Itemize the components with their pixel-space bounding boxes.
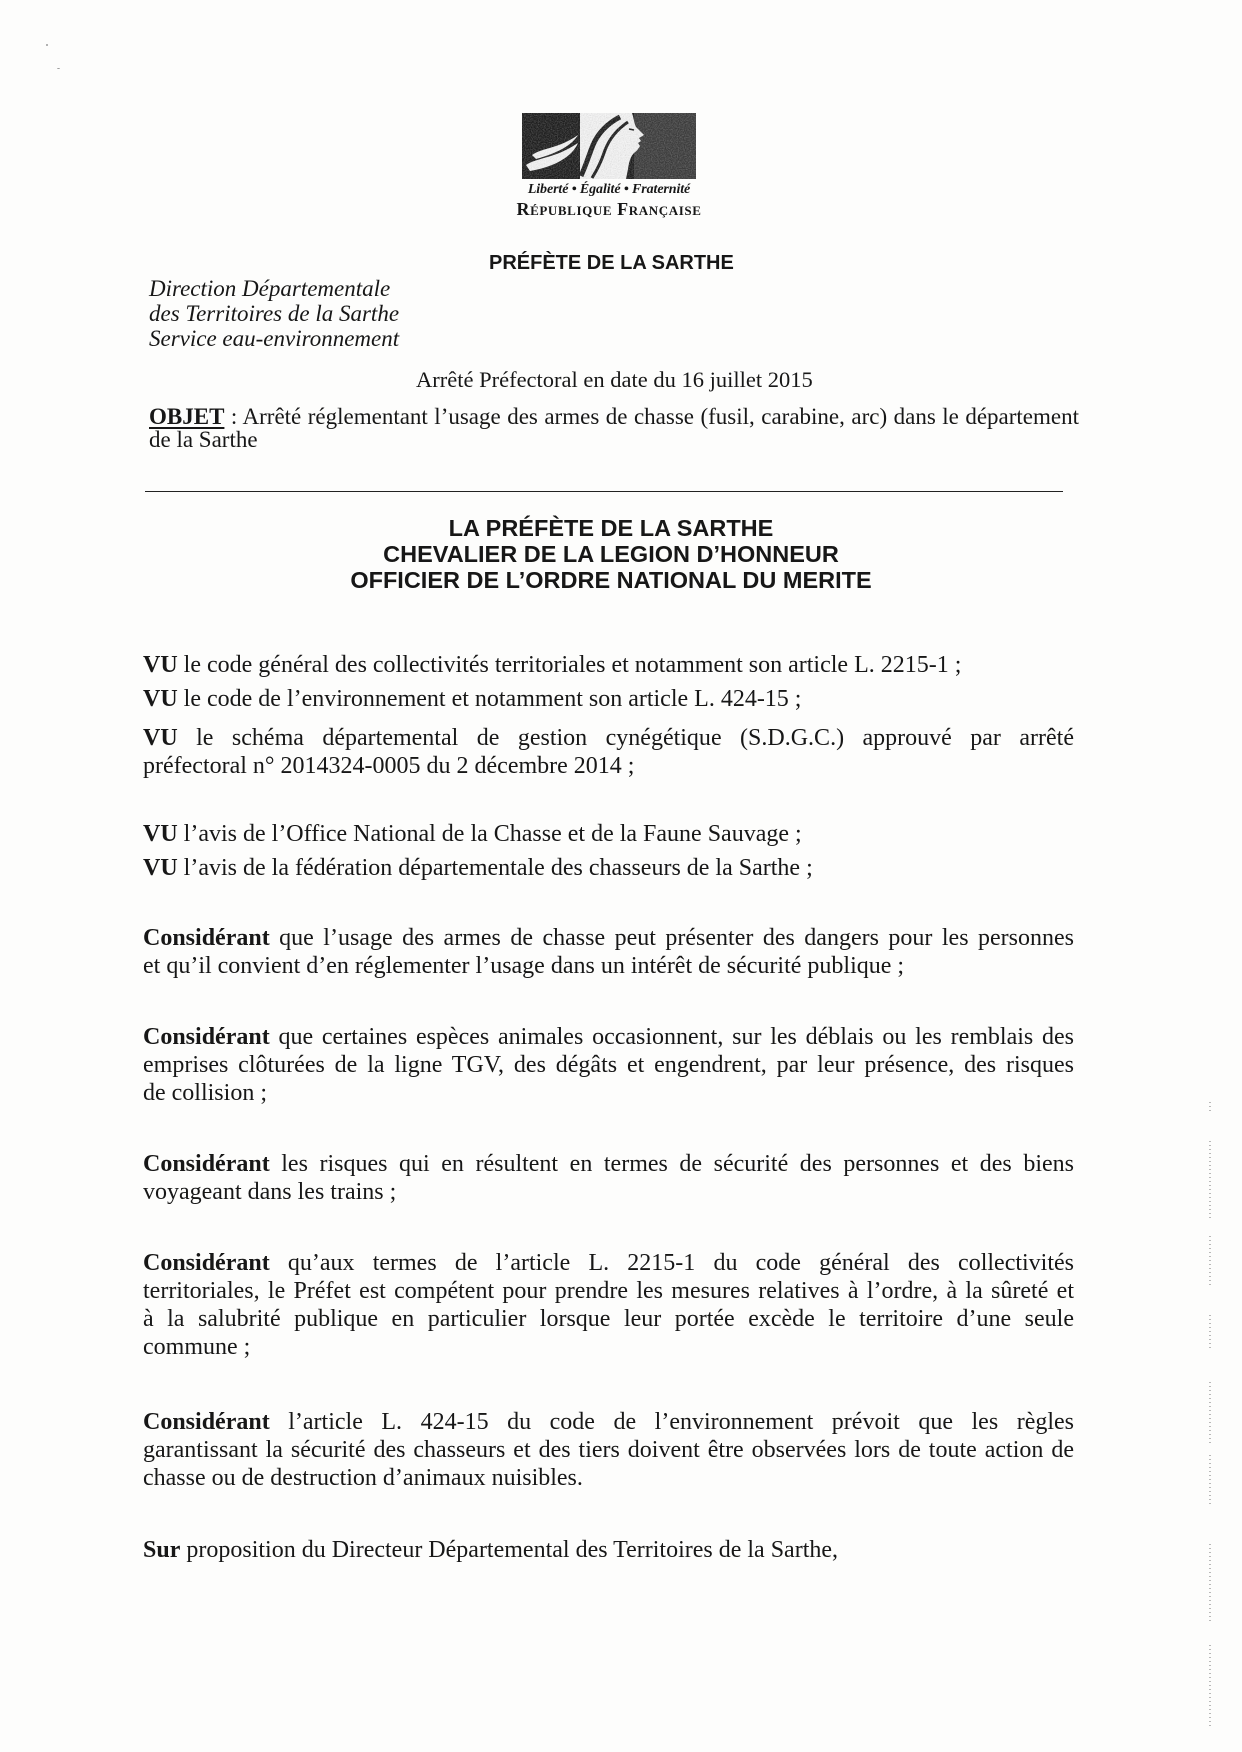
visa-paragraph — [143, 651, 1074, 679]
visa-paragraph — [143, 724, 1074, 780]
text-line — [143, 1436, 1074, 1464]
visa-text: préfectoral n° 2014324-0005 du 2 décembre 2014 ; — [143, 753, 635, 779]
objet-line — [149, 428, 1079, 451]
considerant-paragraph — [143, 1408, 1074, 1492]
considerant-lead: Considérant — [143, 1024, 270, 1050]
text-line — [143, 854, 1074, 882]
visa-lead: VU — [143, 821, 178, 847]
republique-francaise-logo — [522, 113, 696, 179]
objet-block — [149, 405, 1079, 451]
text-line — [143, 752, 1074, 780]
considerant-lead: Considérant — [143, 1151, 270, 1177]
scan-speck — [57, 68, 60, 69]
text-line — [143, 1305, 1074, 1333]
logo-motto: Liberté • Égalité • Fraternité — [527, 182, 691, 197]
title-line: CHEVALIER DE LA LEGION D’HONNEUR — [383, 541, 839, 567]
visa-paragraph — [143, 685, 1074, 713]
text-line — [143, 1178, 1074, 1206]
considerant-text: que l’usage des armes de chasse peut présenter des dangers pour les personnes — [279, 925, 1074, 951]
considerant-text: à la salubrité publique en particulier lorsque leur portée excède le territoire d’une seule — [143, 1306, 1074, 1332]
marianne-logo-icon — [522, 113, 696, 179]
visa-text: le code général des collectivités territoriales et notamment son article L. 2215-1 ; — [183, 652, 962, 678]
considerant-text: commune ; — [143, 1334, 251, 1360]
considerant-text: et qu’il convient d’en réglementer l’usage dans un intérêt de sécurité publique ; — [143, 953, 905, 979]
visa-text: le schéma départemental de gestion cynégétique (S.D.G.C.) approuvé par arrêté — [196, 725, 1074, 751]
visa-lead: VU — [143, 855, 178, 881]
considerant-text: les risques qui en résultent en termes de sécurité des personnes et des biens — [281, 1151, 1074, 1177]
scan-speck — [46, 44, 48, 46]
text-line — [143, 1277, 1074, 1305]
issuing-service — [149, 276, 399, 351]
visa-lead: VU — [143, 652, 178, 678]
text-line — [143, 820, 1074, 848]
text-line — [143, 724, 1074, 752]
considerant-text: emprises clôturées de la ligne TGV, des dégâts et engendrent, par leur présence, des risques — [143, 1052, 1074, 1078]
service-line: Direction Départementale — [149, 276, 391, 301]
text-line — [143, 924, 1074, 952]
considerant-paragraph — [143, 1249, 1074, 1361]
text-line — [143, 1023, 1074, 1051]
considerant-text: chasse ou de destruction d’animaux nuisibles. — [143, 1465, 583, 1491]
text-line — [143, 1408, 1074, 1436]
visa-lead: VU — [143, 686, 178, 712]
objet-text: de la Sarthe — [149, 427, 258, 452]
service-line: Service eau-environnement — [149, 326, 400, 351]
prefecture-heading: PRÉFÈTE DE LA SARTHE — [489, 252, 734, 274]
text-line — [143, 1536, 1074, 1564]
considerant-paragraph — [143, 1150, 1074, 1206]
text-line — [143, 651, 1074, 679]
text-line — [143, 1249, 1074, 1277]
separator-rule — [145, 491, 1063, 492]
visa-text: l’avis de l’Office National de la Chasse et de la Faune Sauvage ; — [183, 821, 802, 847]
considerant-text: qu’aux termes de l’article L. 2215-1 du code général des collectivités — [287, 1250, 1075, 1276]
logo-republic-label: République Française — [516, 199, 702, 219]
visa-text: le code de l’environnement et notamment son article L. 424-15 ; — [183, 686, 802, 712]
objet-text: : Arrêté réglementant l’usage des armes de chasse (fusil, carabine, arc) dans le département — [230, 404, 1080, 429]
visa-lead: VU — [143, 725, 178, 751]
considerant-lead: Considérant — [143, 925, 270, 951]
text-line — [143, 1464, 1074, 1492]
considerant-text: que certaines espèces animales occasionnent, sur les déblais ou les remblais des — [278, 1024, 1075, 1050]
considerant-lead: Considérant — [143, 1409, 270, 1435]
proposition-lead: Sur — [143, 1537, 181, 1563]
proposition-paragraph — [143, 1536, 1074, 1564]
considerant-text: territoriales, le Préfet est compétent pour prendre les mesures relatives à l’ordre, à la sûreté et — [143, 1278, 1074, 1304]
text-line — [143, 1333, 1074, 1361]
scan-margin-marks — [1200, 1090, 1220, 1740]
text-line — [143, 952, 1074, 980]
service-line: des Territoires de la Sarthe — [149, 301, 400, 326]
prefect-title-block — [143, 515, 1079, 593]
considerant-paragraph — [143, 1023, 1074, 1107]
arrete-date: Arrêté Préfectoral en date du 16 juillet 2015 — [416, 367, 813, 392]
considerant-text: voyageant dans les trains ; — [143, 1179, 397, 1205]
visa-text: l’avis de la fédération départementale des chasseurs de la Sarthe ; — [183, 855, 813, 881]
text-line — [143, 685, 1074, 713]
objet-label: OBJET — [149, 404, 225, 429]
text-line — [143, 1051, 1074, 1079]
considerant-text: l’article L. 424-15 du code de l’environnement prévoit que les règles — [288, 1409, 1075, 1435]
title-line: LA PRÉFÈTE DE LA SARTHE — [448, 515, 774, 541]
considerant-lead: Considérant — [143, 1250, 270, 1276]
visa-paragraph — [143, 820, 1074, 848]
considerant-text: de collision ; — [143, 1080, 267, 1106]
objet-line — [149, 405, 1079, 428]
proposition-text: proposition du Directeur Départemental des Territoires de la Sarthe, — [186, 1537, 839, 1563]
considerant-text: garantissant la sécurité des chasseurs et des tiers doivent être observées lors de toute action de — [143, 1437, 1074, 1463]
text-line — [143, 1150, 1074, 1178]
title-line: OFFICIER DE L’ORDRE NATIONAL DU MERITE — [350, 567, 872, 593]
visa-paragraph — [143, 854, 1074, 882]
text-line — [143, 1079, 1074, 1107]
considerant-paragraph — [143, 924, 1074, 980]
